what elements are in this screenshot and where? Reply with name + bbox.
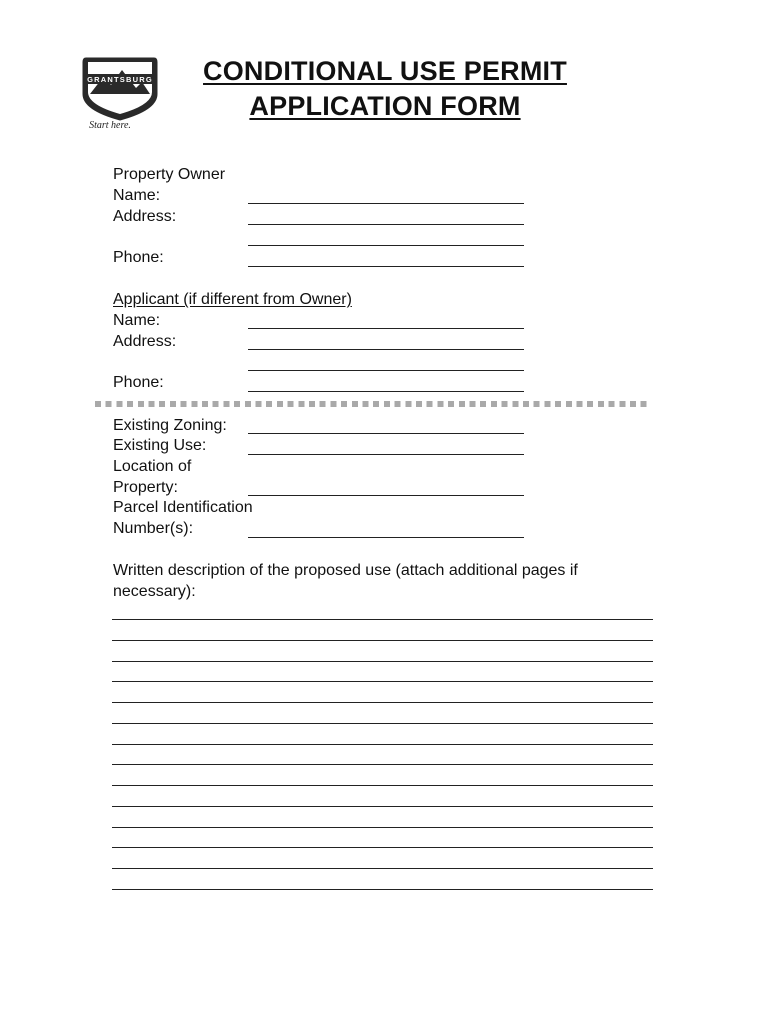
description-line[interactable] [112, 785, 653, 786]
parcel-label-line-1: Parcel Identification [113, 499, 253, 516]
logo-tagline-text: Start here. [89, 120, 131, 131]
description-prompt-line-1: Written description of the proposed use (attach additional pages if [113, 562, 578, 579]
parcel-number-field[interactable] [248, 537, 524, 538]
description-line[interactable] [112, 681, 653, 682]
form-title-line-1: CONDITIONAL USE PERMIT [203, 56, 567, 86]
owner-name-field[interactable] [248, 203, 524, 204]
owner-address-field-2[interactable] [248, 245, 524, 246]
existing-use-label: Existing Use: [113, 437, 207, 454]
property-location-field[interactable] [248, 495, 524, 496]
location-label-line-1: Location of [113, 458, 192, 475]
owner-name-label: Name: [113, 187, 161, 204]
section-divider [95, 401, 651, 407]
description-prompt-line-2: necessary): [113, 583, 196, 600]
description-line[interactable] [112, 827, 653, 828]
logo-name-text: GRANTSBURG [87, 75, 153, 84]
applicant-address-field-1[interactable] [248, 349, 524, 350]
applicant-phone-field[interactable] [248, 391, 524, 392]
applicant-heading: Applicant (if different from Owner) [113, 291, 352, 308]
form-title-line-2: APPLICATION FORM [249, 91, 521, 121]
applicant-name-label: Name: [113, 312, 161, 329]
description-line[interactable] [112, 868, 653, 869]
owner-address-field-1[interactable] [248, 224, 524, 225]
owner-phone-field[interactable] [248, 266, 524, 267]
applicant-phone-label: Phone: [113, 374, 164, 391]
existing-zoning-field[interactable] [248, 433, 524, 434]
description-line[interactable] [112, 619, 653, 620]
applicant-name-field[interactable] [248, 328, 524, 329]
applicant-address-label: Address: [113, 333, 177, 350]
description-line[interactable] [112, 847, 653, 848]
description-line[interactable] [112, 806, 653, 807]
description-line[interactable] [112, 661, 653, 662]
parcel-label-line-2: Number(s): [113, 520, 194, 537]
description-line[interactable] [112, 640, 653, 641]
existing-use-field[interactable] [248, 454, 524, 455]
location-label-line-2: Property: [113, 479, 178, 496]
applicant-address-field-2[interactable] [248, 370, 524, 371]
description-line[interactable] [112, 702, 653, 703]
description-line[interactable] [112, 723, 653, 724]
owner-phone-label: Phone: [113, 249, 164, 266]
description-line[interactable] [112, 889, 653, 890]
owner-address-label: Address: [113, 208, 177, 225]
description-line[interactable] [112, 744, 653, 745]
existing-zoning-label: Existing Zoning: [113, 417, 227, 434]
property-owner-heading: Property Owner [113, 166, 226, 183]
description-line[interactable] [112, 764, 653, 765]
